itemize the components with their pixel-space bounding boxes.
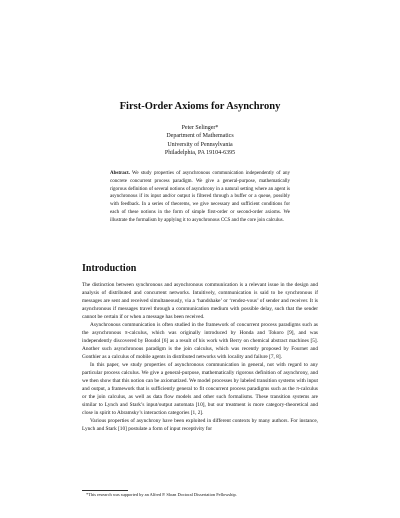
paragraph: The distinction between synchronous and asynchronous communication is a relevant issue in the design and analysis of distributed and concurrent networks. Intuitively, communication is said to be synchronous if messages are sent and received simultaneously, via a ‘handshake’ or ‘rendez-vous’ of sender and receiver. It is asynchronous if messages travel through a communication medium with possible delay, such that the sender cannot be certain if or when a message has been received. [82,282,318,320]
paper-title: First-Order Axioms for Asynchrony [119,101,281,112]
author-block [0,124,400,157]
abstract [110,170,290,225]
section-heading: Introduction [82,263,137,274]
footnote-rule [82,490,128,491]
paragraph: Asynchronous communication is often studied in the framework of concurrent process paradigms such as the asynchronous π-calculus, which was originally introduced by Honda and Tokoro [9], and was independently discovered by Boudol [6] as a result of his work with Berry on chemical abstract machines [5]. Another such asynchronous paradigm is the join calculus, which was recently proposed by Fournet and Gonthier as a calculus of mobile agents in distributed networks with locality and failure [7, 8]. [82,322,318,360]
affiliation-line: Department of Mathematics [166,133,234,140]
paragraph: Various properties of asynchrony have been exploited in different contexts by many authors. For instance, Lynch and Stark [10] postulate a form of input receptivity for [82,418,318,432]
footnote: *This research was supported by an Alfred P. Sloan Doctoral Dissertation Fellowship. [86,492,237,497]
author-name: Peter Selinger* [181,125,219,131]
affiliation-line: Philadelphia, PA 19104-6395 [164,149,236,156]
paragraph: In this paper, we study properties of asynchronous communication in general, not with regard to any particular process calculus. We give a general-purpose, mathematically rigorous definition of asynchrony, and we then show that this notion can be axiomatized. We model processes by labeled transition systems with input and output, a framework that is sufficiently general to fit concurrent process paradigms such as the π-calculus or the join calculus, as well as data flow models and other such formalisms. These transition systems are similar to Lynch and Stark’s input/output automata [10], but our treatment is more category-theoretical and close in spirit to Abramsky’s interaction categories [1, 2]. [82,362,318,416]
abstract-text: We study properties of asynchronous communication independently of any concrete concurrent process paradigm. We give a general-purpose, mathematically rigorous definition of several notions of asynchrony in a natural setting where an agent is asynchronous if its input and/or output is filtered through a buffer or a queue, possibly with feedback. In a series of theorems, we give necessary and sufficient conditions for each of these notions in the form of simple first-order or second-order axioms. We illustrate the formalism by applying it to asynchronous CCS and the core join calculus. [110,171,290,223]
affiliation-line: University of Pennsylvania [167,141,233,148]
body-text [82,281,318,433]
abstract-label: Abstract. [110,171,130,176]
